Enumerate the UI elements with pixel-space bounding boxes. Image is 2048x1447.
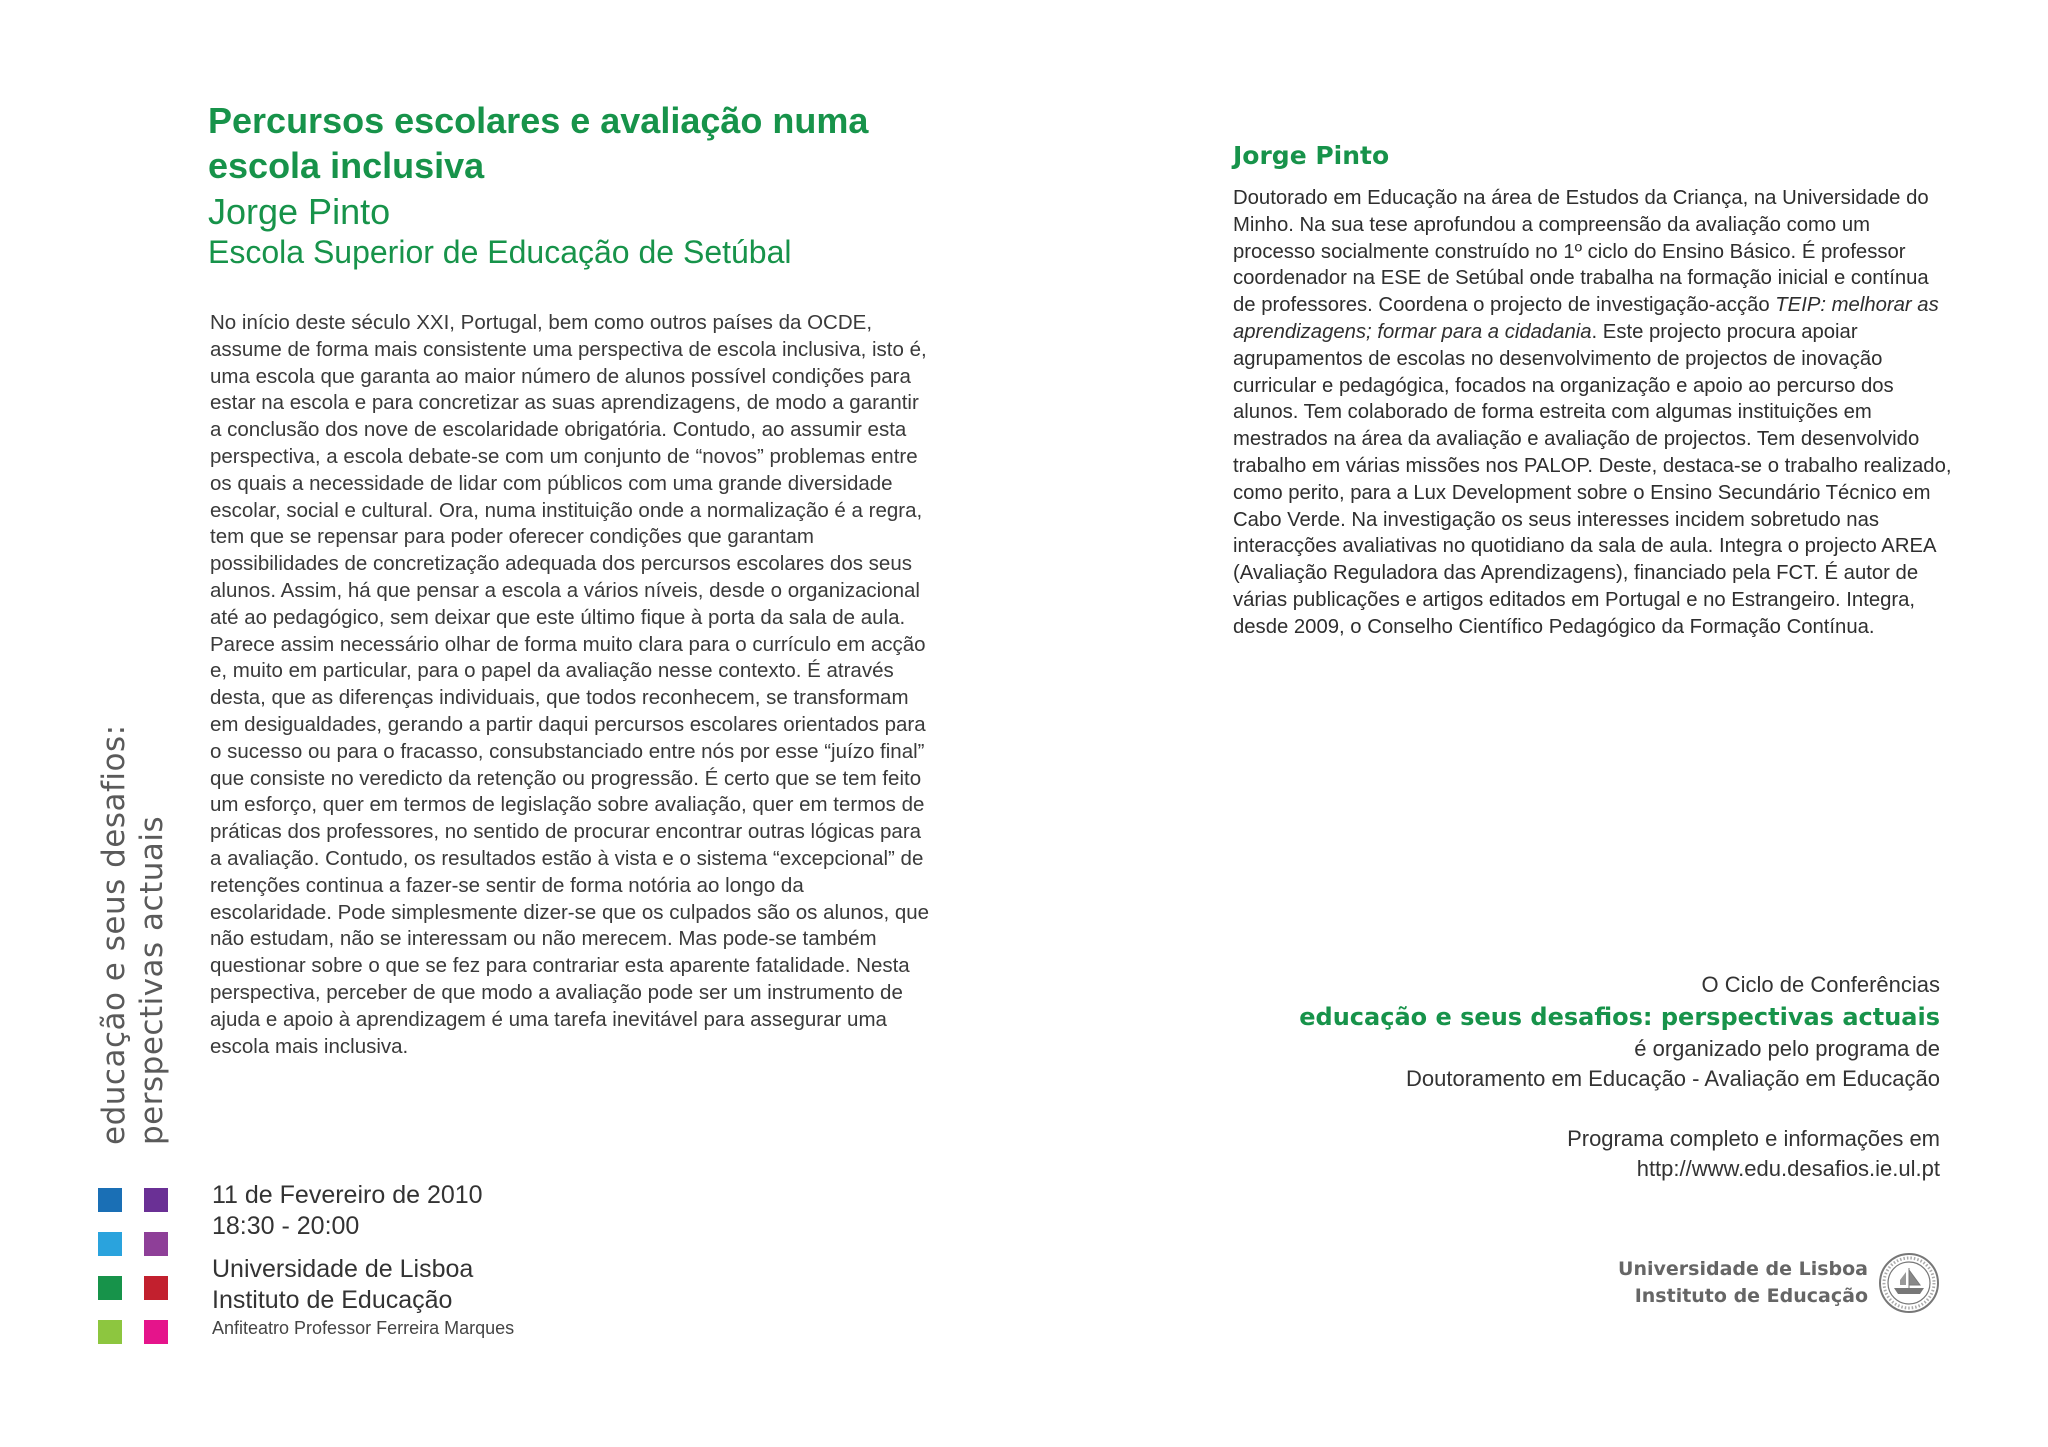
event-room: Anfiteatro Professor Ferreira Marques [212,1318,515,1338]
lecture-abstract: No início deste século XXI, Portugal, bem como outros países da OCDE, assume de forma mais consistente uma perspectiva de escola inclusiva, isto é, uma escola que garanta ao maior número de alunos possível condições para estar na escola e para concretizar as suas aprendizagens, de modo a garantir a conclusão dos nove de escolaridade obrigatória. Contudo, ao assumir esta perspectiva, a escola debate-se com um conjunto de “novos” problemas entre os quais a necessidade de lidar com públicos com uma grande diversidade escolar, social e cultural. Ora, numa instituição onde a normalização é a regra, tem que se repensar para poder oferecer condições que garantam possibilidades de concretização adequada dos percursos escolares dos seus alunos. Assim, há que pensar a escola a vários níveis, desde o organizacional até ao pedagógico, sem deixar que este último fique à porta da sala de aula. Parece assim necessário olhar de forma muito clara para o currículo em acção e, muito em particular, para o papel da avaliação nesse contexto. É através desta, que as diferenças individuais, que todos reconhecem, se transformam em desigualdades, gerando a partir daqui percursos escolares orientados para o sucesso ou para o fracasso, consubstanciado entre nós por esse “juízo final” que consiste no veredicto da retenção ou progressão. É certo que se tem feito um esforço, quer em termos de legislação sobre avaliação, quer em termos de práticas dos professores, no sentido de procurar encontrar outras lógicas para a avaliação. Contudo, os resultados estão à vista e o sistema “excepcional” de retenções continua a fazer-se sentir de forma notória ao longo da escolaridade. Pode simplesmente dizer-se que os culpados são os alunos, que não estudam, não se interessam ou não merecem. Mas pode-se também questionar sobre o que se fez para contrariar esta aparente fatalidade. Nesta perspectiva, perceber de que modo a avaliação pode ser um instrumento de ajuda e apoio à aprendizagem é uma tarefa inevitável para assegurar uma escola mais inclusiva. [210,311,930,1058]
cycle-url[interactable]: http://www.edu.desafios.ie.ul.pt [1636,1156,1940,1181]
color-square [144,1188,168,1212]
logo-line2: Instituto de Educação [1634,1285,1868,1307]
conference-cycle-info [1140,970,1940,1184]
lecture-title: Percursos escolares e avaliação numa escola inclusiva [208,100,869,186]
lecture-author: Jorge Pinto [208,191,391,232]
bio-project-title: TEIP: melhorar as aprendizagens; formar para a cidadania [1233,294,1939,343]
university-seal-icon [1878,1252,1940,1314]
bio-text-part1: Doutorado em Educação na área de Estudos da Criança, na Universidade do Minho. Na sua tese aprofundou a compreensão da avaliação como um processo socialmente construído no 1º ciclo do Ensino Básico. É professor coordenador na ESE de Setúbal onde trabalha na formação inicial e contínua de professores. Coordena o projecto de investigação-acção [1233,187,1929,317]
bio-text [1233,185,1953,641]
cycle-program: Doutoramento em Educação - Avaliação em Educação [1405,1066,1940,1091]
color-square [98,1232,122,1256]
cycle-intro: O Ciclo de Conferências [1701,972,1940,997]
color-square [98,1276,122,1300]
cycle-organized-by: é organizado pelo programa de [1634,1036,1940,1061]
university-logo-text [1618,1256,1868,1310]
university-logo [1618,1252,1940,1314]
event-details [212,1180,514,1340]
event-venue-line1: Universidade de Lisboa [212,1255,474,1283]
bio-name: Jorge Pinto [1233,141,1390,170]
color-square [144,1276,168,1300]
event-date: 11 de Fevereiro de 2010 [212,1181,483,1209]
series-vertical-line1: educação e seus desafios: [96,724,132,1145]
series-vertical-title [95,724,171,1145]
cycle-series-name: educação e seus desafios: perspectivas actuais [1299,1003,1940,1031]
logo-line1: Universidade de Lisboa [1618,1258,1868,1280]
event-venue-line2: Instituto de Educação [212,1286,453,1314]
series-vertical-line2: perspectivas actuais [134,815,170,1145]
cycle-more-info: Programa completo e informações em [1567,1126,1940,1151]
color-square [144,1320,168,1344]
color-square [98,1320,122,1344]
event-time: 18:30 - 20:00 [212,1212,360,1240]
color-square [144,1232,168,1256]
color-square [98,1188,122,1212]
bio-text-part2: . Este projecto procura apoiar agrupamentos de escolas no desenvolvimento de projectos de inovação curricular e pedagógica, focados na organização e apoio ao percurso dos alunos. Tem colaborado de forma estreita com algumas instituições em mestrados na área da avaliação e avaliação de projectos. Tem desenvolvido trabalho em várias missões nos PALOP. Deste, destaca-se o trabalho realizado, como perito, para a Lux Development sobre o Ensino Secundário Técnico em Cabo Verde. Na investigação os seus interesses incidem sobretudo nas interacções avaliativas no quotidiano da sala de aula. Integra o projecto AREA (Avaliação Reguladora das Aprendizagens), financiado pela FCT. É autor de várias publicações e artigos editados em Portugal e no Estrangeiro. Integra, desde 2009, o Conselho Científico Pedagógico da Formação Contínua. [1233,320,1952,638]
lecture-institution: Escola Superior de Educação de Setúbal [208,234,792,270]
